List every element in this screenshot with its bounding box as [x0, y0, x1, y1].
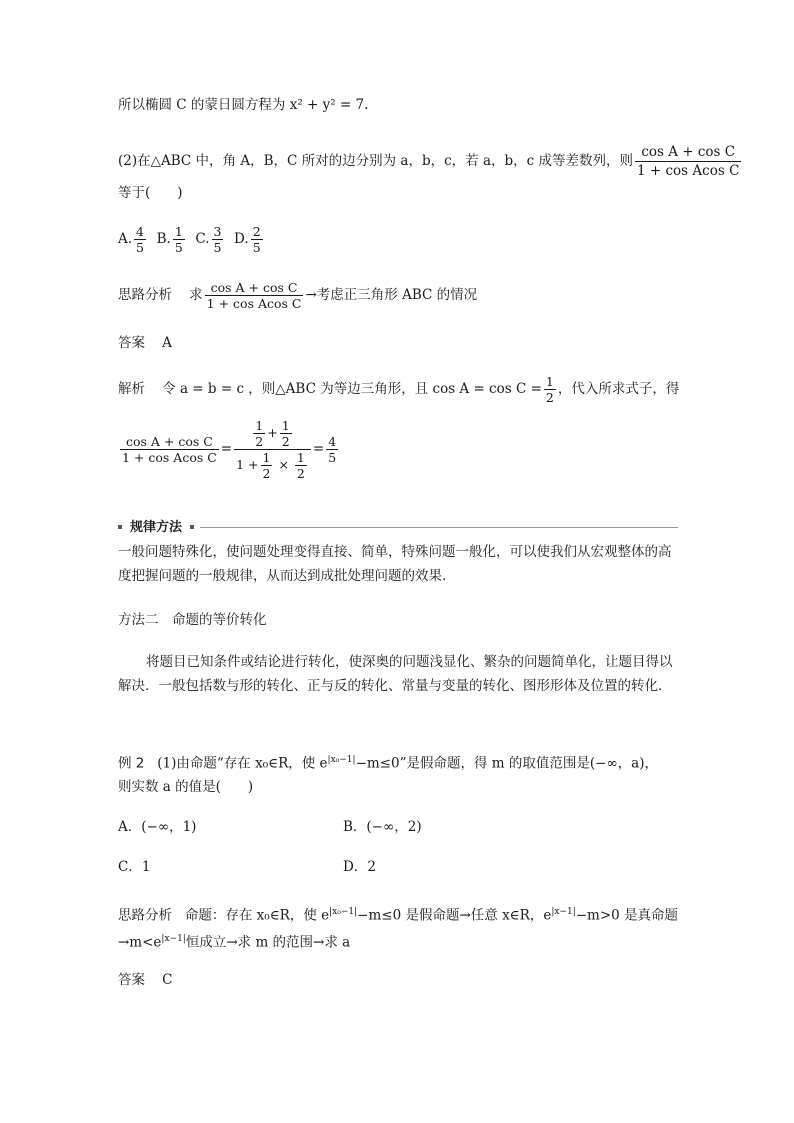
divider — [200, 527, 678, 528]
option-b[interactable] — [156, 224, 187, 255]
solution-1-equation: $\frac{\text{cos A + cos C}}{\text{1 + cos Acos C}}$ = $\frac{1}{2}$ + $\frac{1}{2}$ 1 + $\frac{1}{2}$ × $\frac{1}{2}$ = $\frac{4}{5}$ — [122, 418, 337, 481]
option-b-label: B. — [156, 231, 171, 247]
example-2-text-a: (1)由命题“存在 x₀∈R，使 e — [157, 755, 328, 772]
analysis-2-exp-1: |x₀−1| — [329, 907, 358, 917]
option-d-fraction — [251, 224, 263, 255]
example-2-option-a[interactable]: A．(−∞，1) — [118, 819, 197, 835]
analysis-1-num: cos A + cos C — [205, 280, 304, 296]
option-a[interactable] — [118, 224, 148, 255]
analysis-1-lead: 求 — [189, 287, 203, 303]
option-a-num: 4 — [136, 224, 144, 239]
eq-mid-half-4-num: 1 — [296, 450, 305, 465]
method-2-text: 将题目已知条件或结论进行转化，使深奥的问题浅显化、繁杂的问题简单化，让题目得以解决．一般包括数与形的转化、正与反的转化、常量与变量的转化、图形形体及位置的转化． — [118, 654, 673, 694]
solution-1-text-b: ，代入所求式子，得 — [557, 381, 680, 397]
eq-mid-den-one: 1 + — [236, 457, 259, 472]
eq-mid-half-2-num: 1 — [281, 418, 290, 433]
analysis-1-fraction — [205, 280, 304, 311]
square-bullet-icon — [190, 525, 194, 529]
question-2-fraction-denominator: 1 + cos Acos C — [637, 163, 740, 179]
method-box-header — [118, 519, 678, 537]
eq-mid-half-1-den: 2 — [255, 434, 264, 449]
question-2-suffix-line — [118, 183, 183, 203]
analysis-1-den: 1 + cos Acos C — [206, 296, 302, 311]
eq-mid-half-2-den: 2 — [281, 434, 290, 449]
option-c-label: C. — [195, 231, 210, 247]
solution-1-half — [544, 374, 556, 405]
solution-1-text-a: 令 a = b = c ，则△ABC 为等边三角形，且 cos A = cos C = — [162, 381, 542, 397]
question-2-fraction — [635, 143, 741, 180]
eq-mid-half-1-num: 1 — [255, 418, 264, 433]
equation-lhs-den: 1 + cos Acos C — [122, 450, 217, 465]
example-2-line-1 — [118, 750, 658, 774]
example-2-label: 例 2 — [118, 755, 145, 772]
eq-mid-half-4-den: 2 — [296, 466, 305, 481]
question-2-prefix: (2)在△ABC 中，角 A，B，C 所对的边分别为 a，b，c，若 a，b，c 成等差数列，则 — [118, 153, 634, 169]
option-d-num: 2 — [252, 224, 261, 239]
solution-1-half-den: 2 — [545, 390, 554, 405]
option-a-den: 5 — [136, 240, 144, 255]
eq-mid-half-1 — [253, 418, 265, 449]
analysis-2-text-d: →m<e — [118, 934, 162, 951]
example-2-option-b[interactable]: B．(−∞，2) — [343, 819, 422, 835]
square-bullet-icon — [118, 525, 122, 529]
analysis-2-text-b: −m≤0 是假命题→任意 x∈R，e — [357, 907, 552, 924]
eq-mid-half-2 — [280, 418, 292, 449]
analysis-2-text-c: −m>0 是真命题 — [575, 907, 679, 924]
previous-conclusion-text: 所以椭圆 C 的蒙日圆方程为 x² + y² = 7. — [118, 97, 369, 113]
equation-result — [326, 434, 338, 465]
analysis-2-exp-2: |x−1| — [551, 907, 576, 917]
right-arrow-icon: → — [305, 287, 317, 303]
question-2-suffix: 等于( ) — [118, 185, 183, 201]
solution-1-line — [118, 374, 679, 405]
equation-result-num: 4 — [328, 434, 337, 449]
equation-lhs-num: cos A + cos C — [120, 434, 219, 450]
example-2-line-2: 则实数 a 的值是( ) — [118, 779, 254, 795]
eq-mid-half-3 — [261, 450, 273, 481]
answer-2 — [118, 970, 173, 990]
equation-middle-num: $\frac{1}{2}$ + $\frac{1}{2}$ — [234, 418, 311, 450]
example-2-option-c[interactable]: C．1 — [118, 859, 151, 875]
option-c[interactable] — [195, 224, 225, 255]
option-c-den: 5 — [213, 240, 222, 255]
analysis-2-text-a: 命题：存在 x₀∈R，使 e — [184, 907, 330, 924]
answer-1 — [118, 333, 172, 353]
analysis-1-label: 思路分析 — [118, 287, 172, 303]
answer-1-label: 答案 — [118, 335, 145, 351]
question-2-stem — [118, 143, 743, 180]
example-2-exponent: |x₀−1| — [327, 755, 356, 765]
answer-2-value: C — [162, 972, 173, 988]
option-c-fraction — [212, 224, 224, 255]
eq-mid-half-4 — [295, 450, 307, 481]
answer-1-value: A — [162, 335, 172, 351]
method-box-title: 规律方法 — [130, 520, 183, 535]
equation-middle-den — [234, 450, 311, 481]
solution-1-half-num: 1 — [545, 374, 554, 389]
option-d-den: 5 — [252, 240, 261, 255]
equation-middle — [234, 418, 311, 481]
analysis-1 — [118, 280, 477, 311]
option-a-fraction — [134, 224, 146, 255]
option-b-fraction — [173, 224, 185, 255]
option-d-label: D. — [234, 231, 249, 247]
eq-mid-half-3-den: 2 — [262, 466, 271, 481]
method-2-title: 方法二 命题的等价转化 — [118, 612, 267, 628]
analysis-2-line-1 — [118, 902, 678, 926]
option-b-num: 1 — [174, 224, 183, 239]
equation-result-den: 5 — [328, 450, 337, 465]
analysis-1-tail: 考虑正三角形 ABC 的情况 — [316, 287, 478, 303]
eq-times: × — [278, 457, 289, 472]
question-2-options — [118, 224, 265, 255]
eq-mid-half-3-num: 1 — [262, 450, 271, 465]
question-2-fraction-numerator: cos A + cos C — [635, 143, 741, 162]
option-b-den: 5 — [174, 240, 183, 255]
example-2-option-d[interactable]: D．2 — [343, 859, 376, 875]
previous-conclusion — [118, 95, 368, 115]
option-d[interactable] — [234, 224, 265, 255]
analysis-2-label: 思路分析 — [118, 907, 172, 924]
analysis-2-exp-3: |x−1| — [161, 934, 186, 944]
analysis-2-text-e: 恒成立→求 m 的范围→求 a — [185, 934, 351, 951]
method-box-text: 一般问题特殊化，使问题处理变得直接、简单，特殊问题一般化，可以使我们从宏观整体的高度把握问题的一般规律，从而达到成批处理问题的效果. — [118, 544, 672, 584]
option-a-label: A. — [118, 231, 133, 247]
analysis-2-line-2 — [118, 929, 350, 953]
option-c-num: 3 — [213, 224, 222, 239]
answer-2-label: 答案 — [118, 972, 145, 988]
example-2-text-b: −m≤0”是假命题，得 m 的取值范围是(−∞，a)， — [355, 755, 659, 772]
equation-lhs — [120, 434, 219, 465]
solution-1-label: 解析 — [118, 381, 145, 397]
